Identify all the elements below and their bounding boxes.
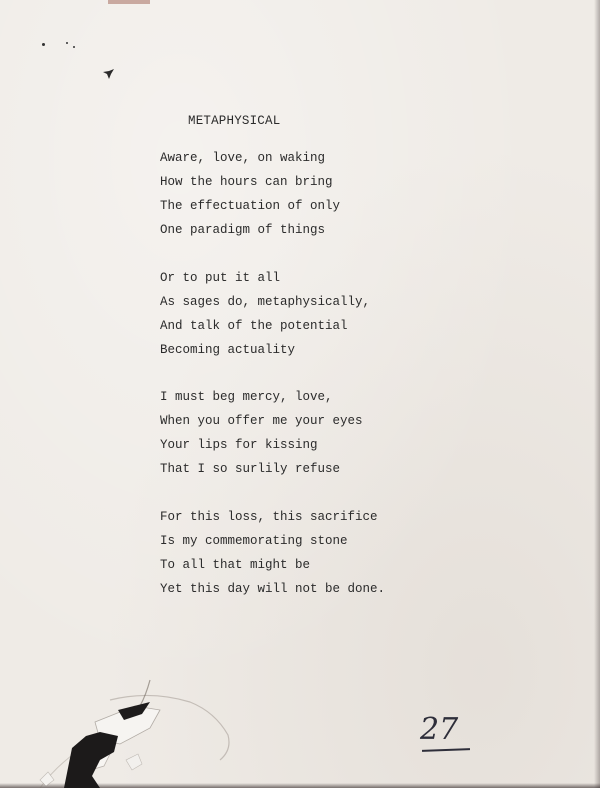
poem-line: How the hours can bring [160,175,333,189]
poem-line: And talk of the potential [160,318,348,333]
stanza [160,507,385,603]
handwritten-page-number: 27 [420,712,459,747]
stanza [160,387,385,483]
poem-line: For this loss, this sacrifice [160,509,378,524]
poem-line: The effectuation of only [160,199,341,213]
paper-tab-mark [108,0,150,4]
poem-line: Aware, love, on waking [160,151,326,165]
stanza [160,268,385,364]
torn-corner-damage [0,640,240,788]
ink-speck [73,46,75,48]
ink-speck [66,42,68,44]
poem-line: One paradigm of things [160,223,326,237]
poem-line: Your lips for kissing [160,438,318,452]
poem-line: To all that might be [160,557,311,572]
stanza [160,148,385,244]
poem-line: Becoming actuality [160,342,296,357]
poem-line: As sages do, metaphysically, [160,294,371,309]
poem-line: Or to put it all [160,270,281,285]
ink-speck [42,43,45,46]
poem-line: That I so surlily refuse [160,462,341,476]
ink-blot-mark [101,68,117,80]
page-edge-shadow-right [594,0,600,788]
poem-line: When you offer me your eyes [160,414,363,428]
poem-line: I must beg mercy, love, [160,390,333,404]
poem-line: Yet this day will not be done. [160,581,386,596]
poem-line: Is my commemorating stone [160,533,348,548]
page-number-underline [422,748,470,752]
poem-title: METAPHYSICAL [188,114,281,128]
poem-body [160,148,385,603]
